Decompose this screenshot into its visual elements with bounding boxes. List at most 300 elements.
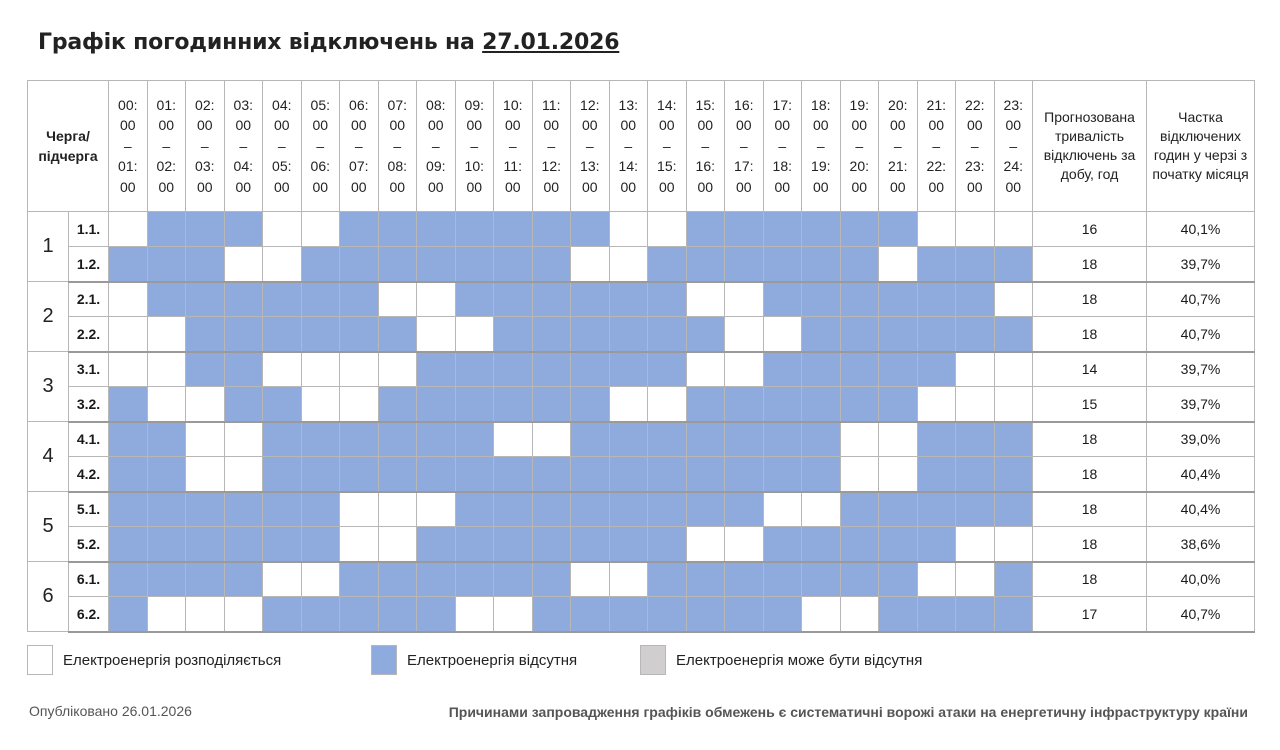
hour-cell-off	[725, 562, 764, 597]
hour-header-part: 02:	[156, 158, 176, 175]
hour-cell-off	[109, 457, 148, 492]
hour-header-part: 00	[928, 178, 945, 195]
hour-cell-on	[994, 527, 1033, 562]
hour-header-part: 00	[427, 117, 444, 134]
hour-header	[648, 81, 687, 212]
hour-header-part: –	[277, 137, 286, 154]
hour-cell-off	[340, 562, 379, 597]
hour-cell-off	[224, 352, 263, 387]
hour-cell-off	[109, 387, 148, 422]
hour-cell-off	[686, 212, 725, 247]
hour-cell-off	[725, 457, 764, 492]
hour-cell-off	[378, 422, 417, 457]
hour-cell-off	[686, 597, 725, 632]
duration-value: 18	[1033, 422, 1147, 457]
hour-header-part: 05:	[310, 96, 330, 113]
table-row	[28, 422, 1255, 457]
hour-header-part: 17:	[734, 158, 754, 175]
hour-cell-off	[571, 387, 610, 422]
hour-cell-off	[917, 317, 956, 352]
hour-header-part: –	[970, 137, 979, 154]
hour-cell-off	[648, 492, 687, 527]
hour-header-part: 04:	[233, 158, 253, 175]
hour-cell-off	[917, 422, 956, 457]
legend-maybe-label: Електроенергія може бути відсутня	[676, 651, 923, 669]
hour-cell-off	[571, 282, 610, 317]
hour-cell-off	[147, 212, 186, 247]
hour-cell-off	[224, 527, 263, 562]
hour-cell-off	[879, 562, 918, 597]
hour-cell-off	[994, 457, 1033, 492]
hour-cell-off	[956, 247, 995, 282]
hour-cell-off	[532, 247, 571, 282]
hour-cell-off	[725, 492, 764, 527]
hour-cell-on	[917, 212, 956, 247]
hour-cell-off	[224, 492, 263, 527]
hour-header-part: 00	[119, 178, 136, 195]
hour-header	[147, 81, 186, 212]
hour-header	[224, 81, 263, 212]
hour-cell-on	[763, 492, 802, 527]
hour-header-part: –	[508, 137, 517, 154]
hour-cell-off	[147, 247, 186, 282]
hour-header-part: 20:	[888, 96, 908, 113]
hour-cell-off	[571, 457, 610, 492]
hour-cell-off	[571, 317, 610, 352]
queue-number: 6	[28, 562, 69, 632]
hour-header-part: 18:	[772, 158, 792, 175]
hour-cell-on	[956, 562, 995, 597]
hour-header-part: 09:	[464, 96, 484, 113]
hour-cell-on	[956, 352, 995, 387]
hour-header-part: 00	[812, 178, 829, 195]
hour-header-part: –	[1009, 137, 1018, 154]
hour-cell-off	[417, 597, 456, 632]
hour-header-part: 07:	[387, 96, 407, 113]
hour-cell-off	[648, 247, 687, 282]
hour-cell-off	[532, 562, 571, 597]
hour-header-part: 13:	[618, 96, 638, 113]
hour-header-part: 00	[658, 178, 675, 195]
hour-cell-off	[571, 212, 610, 247]
hour-cell-on	[109, 352, 148, 387]
share-header: Частка відключених годин у черзі з початку місяця	[1147, 81, 1255, 212]
hour-cell-on	[648, 212, 687, 247]
hour-cell-off	[802, 317, 841, 352]
hour-header-part: –	[701, 137, 710, 154]
outage-schedule-table	[27, 80, 1255, 633]
hour-header-part: 00	[196, 117, 213, 134]
hour-cell-off	[763, 527, 802, 562]
table-row	[28, 597, 1255, 632]
hour-cell-on	[879, 457, 918, 492]
hour-cell-on	[109, 212, 148, 247]
subqueue-label: 5.2.	[69, 527, 109, 562]
hour-cell-off	[532, 317, 571, 352]
hour-cell-off	[840, 492, 879, 527]
table-row	[28, 562, 1255, 597]
hour-header-part: 14:	[657, 96, 677, 113]
duration-value: 16	[1033, 212, 1147, 247]
hour-header	[109, 81, 148, 212]
hour-cell-off	[340, 282, 379, 317]
hour-header-part: 00	[774, 117, 791, 134]
hour-cell-off	[802, 247, 841, 282]
hour-cell-off	[648, 562, 687, 597]
hour-cell-on	[301, 562, 340, 597]
hour-header-part: 04:	[272, 96, 292, 113]
hour-cell-off	[494, 212, 533, 247]
hour-cell-on	[994, 387, 1033, 422]
hour-header-part: –	[893, 137, 902, 154]
hour-cell-off	[879, 212, 918, 247]
legend-swatch-on	[27, 645, 53, 675]
queue-number: 5	[28, 492, 69, 562]
hour-cell-on	[802, 597, 841, 632]
hour-header-part: 23:	[1003, 96, 1023, 113]
hour-header-part: 00	[889, 117, 906, 134]
hour-cell-on	[109, 282, 148, 317]
hour-cell-on	[686, 352, 725, 387]
hour-header-part: 00	[851, 117, 868, 134]
hour-cell-off	[994, 317, 1033, 352]
hour-cell-off	[455, 527, 494, 562]
hour-cell-off	[840, 212, 879, 247]
hour-header-part: 10:	[503, 96, 523, 113]
hour-cell-on	[609, 212, 648, 247]
published-date: Опубліковано 26.01.2026	[29, 703, 192, 719]
hour-header-part: 19:	[849, 96, 869, 113]
hour-cell-off	[147, 562, 186, 597]
hour-cell-off	[725, 387, 764, 422]
hour-header	[879, 81, 918, 212]
hour-cell-off	[609, 422, 648, 457]
hour-header-part: 00	[774, 178, 791, 195]
hour-cell-off	[840, 562, 879, 597]
hour-header-part: 00	[851, 178, 868, 195]
hour-cell-on	[994, 212, 1033, 247]
hour-header-part: 00	[928, 117, 945, 134]
hour-cell-on	[725, 282, 764, 317]
hour-cell-on	[147, 597, 186, 632]
hour-cell-off	[455, 457, 494, 492]
hour-cell-off	[186, 282, 225, 317]
hour-cell-off	[802, 527, 841, 562]
hour-cell-on	[224, 457, 263, 492]
footer-note: Причинами запровадження графіків обмежень є систематичні ворожі атаки на енергетичну інфраструктуру країни	[448, 704, 1248, 720]
subqueue-label: 3.2.	[69, 387, 109, 422]
hour-cell-off	[186, 527, 225, 562]
subqueue-label: 5.1.	[69, 492, 109, 527]
hour-cell-off	[340, 212, 379, 247]
hour-cell-off	[956, 597, 995, 632]
hour-cell-off	[417, 562, 456, 597]
hour-header-part: 11:	[503, 158, 522, 175]
hour-header-part: 00	[350, 117, 367, 134]
hour-header-part: 01:	[118, 158, 138, 175]
hour-cell-off	[532, 457, 571, 492]
hour-cell-off	[763, 282, 802, 317]
hour-cell-off	[417, 212, 456, 247]
hour-cell-off	[763, 247, 802, 282]
hour-cell-off	[109, 422, 148, 457]
hour-header-part: –	[393, 137, 402, 154]
hour-header-part: 00	[697, 117, 714, 134]
hour-cell-off	[301, 317, 340, 352]
hour-header-part: –	[932, 137, 941, 154]
hour-cell-off	[455, 282, 494, 317]
hour-header	[763, 81, 802, 212]
hour-cell-on	[956, 212, 995, 247]
subqueue-label: 4.1.	[69, 422, 109, 457]
hour-cell-off	[648, 317, 687, 352]
share-value: 40,0%	[1147, 562, 1255, 597]
table-row	[28, 352, 1255, 387]
hour-header	[378, 81, 417, 212]
hour-header-part: 00	[312, 117, 329, 134]
hour-cell-off	[609, 527, 648, 562]
hour-cell-off	[840, 317, 879, 352]
duration-value: 15	[1033, 387, 1147, 422]
share-value: 40,1%	[1147, 212, 1255, 247]
hour-cell-off	[648, 457, 687, 492]
hour-header	[840, 81, 879, 212]
hour-cell-off	[840, 247, 879, 282]
hour-cell-off	[917, 247, 956, 282]
hour-cell-on	[455, 317, 494, 352]
hour-header-part: 03:	[233, 96, 253, 113]
hour-cell-off	[763, 352, 802, 387]
hour-cell-off	[417, 352, 456, 387]
hour-cell-off	[532, 212, 571, 247]
hour-cell-off	[571, 422, 610, 457]
hour-cell-off	[725, 597, 764, 632]
share-value: 40,4%	[1147, 492, 1255, 527]
hour-cell-off	[879, 387, 918, 422]
hour-cell-off	[802, 387, 841, 422]
hour-header-part: 00	[158, 117, 175, 134]
hour-cell-off	[571, 492, 610, 527]
hour-cell-on	[417, 317, 456, 352]
queue-number: 1	[28, 212, 69, 282]
hour-cell-off	[301, 247, 340, 282]
hour-cell-off	[956, 317, 995, 352]
hour-header-part: 00	[812, 117, 829, 134]
hour-header-part: 23:	[965, 158, 985, 175]
hour-cell-off	[109, 562, 148, 597]
subqueue-label: 6.1.	[69, 562, 109, 597]
hour-cell-off	[301, 457, 340, 492]
hour-cell-on	[340, 352, 379, 387]
hour-cell-on	[301, 387, 340, 422]
hour-cell-off	[840, 387, 879, 422]
hour-header	[417, 81, 456, 212]
hour-cell-off	[648, 527, 687, 562]
hour-header	[802, 81, 841, 212]
hour-header-part: 12:	[541, 158, 561, 175]
hour-header-part: 00	[273, 117, 290, 134]
hour-cell-off	[301, 422, 340, 457]
hour-cell-on	[263, 247, 302, 282]
hour-header-part: 00	[966, 117, 983, 134]
hour-cell-off	[763, 597, 802, 632]
hour-header	[455, 81, 494, 212]
hour-header-part: –	[431, 137, 440, 154]
hour-cell-on	[532, 422, 571, 457]
hour-cell-on	[147, 352, 186, 387]
hour-header-part: 13:	[580, 158, 600, 175]
hour-header	[186, 81, 225, 212]
hour-header-part: –	[162, 137, 171, 154]
hour-cell-off	[263, 422, 302, 457]
hour-header-part: –	[624, 137, 633, 154]
hour-cell-off	[109, 492, 148, 527]
duration-header: Прогнозована тривалість відключень за добу, год	[1033, 81, 1147, 212]
table-row	[28, 317, 1255, 352]
hour-cell-on	[917, 562, 956, 597]
legend-swatch-off	[371, 645, 397, 675]
hour-cell-on	[263, 352, 302, 387]
hour-cell-off	[186, 352, 225, 387]
hour-cell-off	[455, 247, 494, 282]
hour-cell-off	[417, 457, 456, 492]
hour-cell-off	[686, 317, 725, 352]
hour-header-part: 00	[697, 178, 714, 195]
hour-cell-off	[725, 247, 764, 282]
legend-off	[371, 644, 577, 676]
hour-cell-off	[494, 457, 533, 492]
table-row	[28, 457, 1255, 492]
hour-cell-on	[648, 387, 687, 422]
hour-header	[263, 81, 302, 212]
hour-cell-on	[686, 527, 725, 562]
hour-cell-off	[417, 422, 456, 457]
hour-header	[686, 81, 725, 212]
hour-cell-off	[994, 562, 1033, 597]
hour-cell-on	[109, 317, 148, 352]
hour-cell-off	[686, 422, 725, 457]
hour-header-part: 24:	[1003, 158, 1023, 175]
hour-cell-off	[109, 527, 148, 562]
hour-cell-off	[956, 282, 995, 317]
hour-cell-on	[455, 597, 494, 632]
hour-cell-on	[417, 492, 456, 527]
hour-cell-off	[532, 492, 571, 527]
share-value: 40,7%	[1147, 317, 1255, 352]
hour-cell-on	[686, 282, 725, 317]
hour-header-part: 22:	[926, 158, 946, 175]
hour-cell-off	[994, 597, 1033, 632]
hour-cell-on	[378, 527, 417, 562]
hour-cell-off	[494, 282, 533, 317]
hour-cell-off	[571, 597, 610, 632]
hour-header-part: 00	[543, 117, 560, 134]
hour-cell-on	[994, 282, 1033, 317]
hour-header-part: –	[200, 137, 209, 154]
hour-cell-off	[455, 212, 494, 247]
hour-cell-on	[725, 527, 764, 562]
hour-header-part: –	[547, 137, 556, 154]
hour-cell-on	[224, 247, 263, 282]
hour-cell-off	[186, 247, 225, 282]
hour-header-part: 00	[427, 178, 444, 195]
hour-cell-on	[417, 282, 456, 317]
hour-header-part: –	[662, 137, 671, 154]
hour-header-part: –	[239, 137, 248, 154]
hour-header-part: 00	[1005, 178, 1022, 195]
schedule-body	[28, 212, 1255, 632]
title-date: 27.01.2026	[482, 30, 620, 55]
hour-cell-off	[340, 317, 379, 352]
hour-header-part: 00	[119, 117, 136, 134]
hour-cell-off	[917, 527, 956, 562]
hour-cell-off	[917, 282, 956, 317]
hour-cell-off	[686, 387, 725, 422]
hour-header-part: 01:	[156, 96, 176, 113]
hour-header-part: 00:	[118, 96, 138, 113]
hour-cell-off	[917, 352, 956, 387]
hour-header-part: 00	[504, 178, 521, 195]
hour-cell-off	[994, 492, 1033, 527]
hour-header-part: –	[470, 137, 479, 154]
hour-cell-off	[378, 387, 417, 422]
hour-cell-on	[378, 282, 417, 317]
hour-header-part: 00	[581, 178, 598, 195]
hour-cell-on	[763, 317, 802, 352]
hour-cell-on	[186, 457, 225, 492]
hour-cell-off	[147, 422, 186, 457]
hour-header-part: 11:	[542, 96, 561, 113]
hour-header-part: 00	[350, 178, 367, 195]
hour-header	[340, 81, 379, 212]
hour-cell-off	[609, 457, 648, 492]
hour-header-part: 21:	[926, 96, 946, 113]
hour-cell-on	[609, 247, 648, 282]
table-row	[28, 282, 1255, 317]
header-row	[28, 81, 1255, 212]
hour-cell-on	[840, 422, 879, 457]
hour-header-part: 00	[1005, 117, 1022, 134]
hour-cell-off	[263, 492, 302, 527]
duration-value: 18	[1033, 492, 1147, 527]
hour-header-part: –	[585, 137, 594, 154]
hour-cell-on	[956, 527, 995, 562]
subqueue-label: 4.2.	[69, 457, 109, 492]
legend-off-label: Електроенергія відсутня	[407, 651, 578, 669]
hour-cell-off	[494, 387, 533, 422]
subqueue-label: 6.2.	[69, 597, 109, 632]
hour-cell-on	[147, 387, 186, 422]
hour-cell-off	[186, 492, 225, 527]
hour-cell-off	[609, 492, 648, 527]
hour-header-part: 22:	[965, 96, 985, 113]
hour-header-part: –	[778, 137, 787, 154]
queue-number: 4	[28, 422, 69, 492]
hour-cell-off	[571, 527, 610, 562]
hour-cell-off	[532, 527, 571, 562]
hour-cell-off	[263, 317, 302, 352]
hour-cell-off	[532, 352, 571, 387]
hour-header-part: 00	[735, 178, 752, 195]
hour-header	[494, 81, 533, 212]
hour-cell-off	[840, 527, 879, 562]
subqueue-label: 1.2.	[69, 247, 109, 282]
hour-header	[301, 81, 340, 212]
hour-cell-off	[686, 562, 725, 597]
hour-cell-on	[725, 317, 764, 352]
hour-header-part: 00	[466, 178, 483, 195]
hour-cell-off	[109, 597, 148, 632]
